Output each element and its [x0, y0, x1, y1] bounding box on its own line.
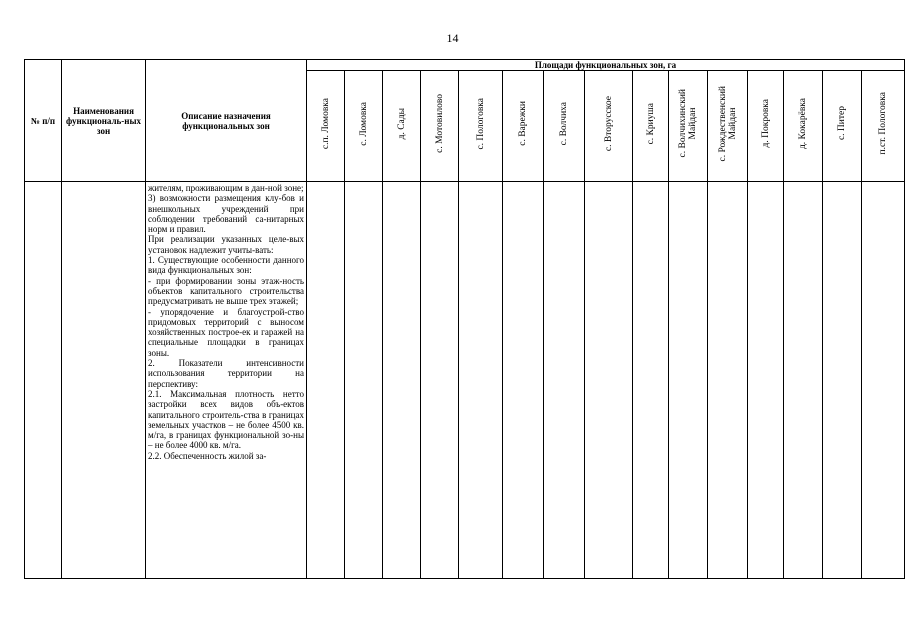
description-paragraph: 2.1. Максимальная плотность нетто застройки всех видов объ-ектов капитального строитель-ства в границах земельных участков – не более 4500 кв. м/га, в границах функциональной зо-ны – не более 4000 кв. м/га. [148, 388, 304, 451]
zone-header-cell [383, 71, 421, 182]
zone-header-cell [708, 71, 748, 182]
zone-header-cell [459, 71, 503, 182]
description-text [146, 182, 306, 577]
description-paragraph: - упорядочение и благоустрой-ство придомовых территорий с выносом хозяйственных построе-ек и гаражей на специальные площадки в границах зоны. [148, 306, 304, 358]
zone-header-label: с. Пологовка [475, 97, 486, 150]
description-paragraph: 1. Существующие особенности данного вида функциональных зон: [148, 255, 304, 276]
description-paragraph: 2. Показатели интенсивности использования территории на перспективу: [148, 358, 304, 389]
zone-header-cell [784, 71, 823, 182]
zone-area-cell [633, 182, 669, 579]
zone-header-cell [862, 71, 905, 182]
zone-header-label: с. Вторусское [603, 95, 614, 152]
header-number: № п/п [25, 60, 62, 182]
header-zone-name: Наименования функциональ-ных зон [62, 60, 146, 182]
zone-header-label: с. Криуша [645, 102, 656, 145]
description-paragraph: 3) возможности размещения клу-бов и внешкольных учреждений при соблюдении требований са-нитарных норм и правил. [148, 193, 304, 235]
zone-area-cell [383, 182, 421, 579]
zone-area-cell [669, 182, 708, 579]
zone-header-label: с. Питер [837, 106, 847, 141]
zone-header-cell [503, 71, 544, 182]
zone-area-cell [748, 182, 784, 579]
functional-zones-table [24, 59, 905, 579]
zone-header-cell [633, 71, 669, 182]
zone-header-cell [748, 71, 784, 182]
zone-header-cell [307, 71, 345, 182]
zone-header-label: д. Покровка [760, 99, 771, 148]
zone-header-label: д. Сады [396, 107, 407, 140]
zone-area-cell [784, 182, 823, 579]
zone-header-label: п.ст. Пологовка [878, 92, 888, 155]
page-number: 14 [446, 31, 459, 45]
zone-header-label: с. Волчихинский Майдан [678, 89, 698, 158]
zone-header-cell [585, 71, 633, 182]
zone-area-cell [503, 182, 544, 579]
zone-header-cell [345, 71, 383, 182]
zone-area-cell [544, 182, 585, 579]
zone-header-cell [669, 71, 708, 182]
zone-header-label: с. Рождественский Майдан [717, 85, 738, 162]
zone-header-cell [823, 71, 862, 182]
zone-header-cell [544, 71, 585, 182]
zone-area-cell [708, 182, 748, 579]
zone-area-cell [307, 182, 345, 579]
cell-description [146, 182, 307, 579]
zone-area-cell [421, 182, 459, 579]
zone-header-cell [421, 71, 459, 182]
description-paragraph: жителям, проживающим в дан-ной зоне; [148, 183, 304, 193]
zone-header-label: с. Ломовка [358, 101, 369, 146]
zone-area-cell [585, 182, 633, 579]
cell-number [25, 182, 62, 579]
zone-area-cell [823, 182, 862, 579]
zone-header-label: с.п. Ломовка [320, 97, 331, 150]
zone-header-label: с. Мотовилово [434, 94, 445, 153]
zone-area-cell [345, 182, 383, 579]
zone-area-cell [862, 182, 905, 579]
zone-header-label: с. Волчиха [559, 101, 569, 146]
cell-zone-name [62, 182, 146, 579]
zone-header-label: д. Кокарёвка [798, 97, 808, 150]
zone-area-cell [459, 182, 503, 579]
description-paragraph: 2.2. Обеспеченность жилой за- [148, 450, 267, 461]
header-zone-areas: Площади функциональных зон, га [307, 60, 905, 71]
description-paragraph: При реализации указанных целе-вых установок надлежит учиты-вать: [148, 234, 304, 255]
header-description: Описание назначения функциональных зон [146, 60, 307, 182]
zone-header-label: с. Варежки [518, 101, 528, 146]
description-paragraph: - при формировании зоны этаж-ность объектов капитального строительства предусматривать не выше трех этажей; [148, 275, 304, 307]
